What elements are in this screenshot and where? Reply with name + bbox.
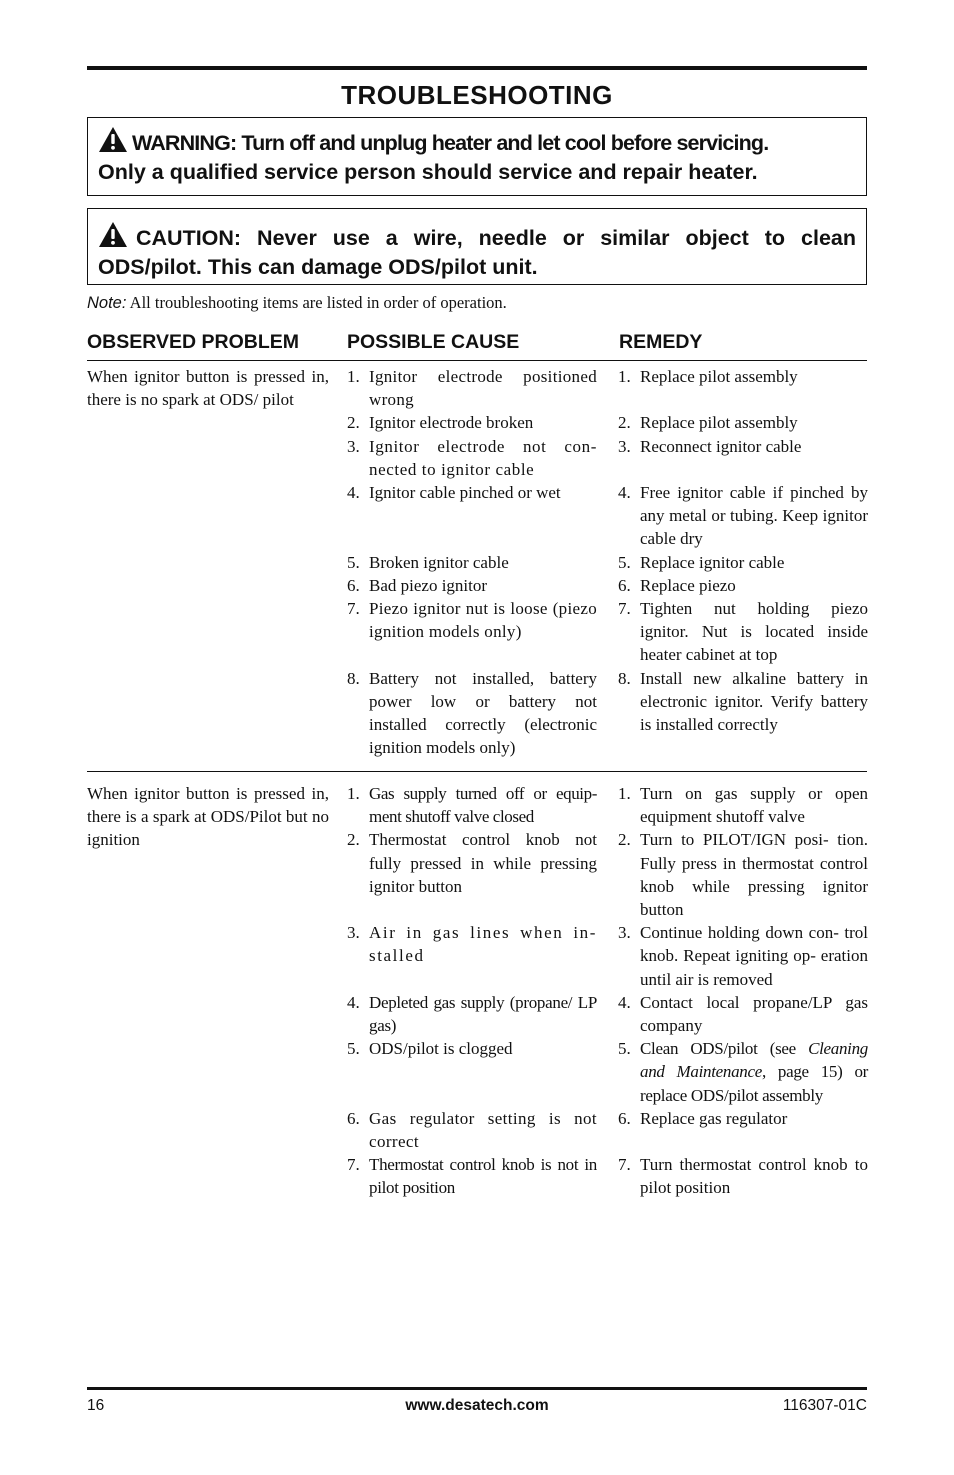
cause-item: 2. Ignitor electrode broken xyxy=(347,413,534,433)
cause-item: 1. Gas supply turned off or equip- ment shutoff valve closed xyxy=(347,784,597,827)
cause-item: 8. Battery not installed, battery power low or battery not installed correctly (electronic ignition models only) xyxy=(347,668,597,758)
cause-item: 6. Bad piezo ignitor xyxy=(347,575,488,595)
header-rule xyxy=(87,360,867,361)
remedy-item: 2. Turn to PILOT/IGN posi- tion. Fully press in thermostat control knob while pressing ignitor button xyxy=(618,830,868,919)
remedy-item: 3. Continue holding down con- trol knob. Repeat igniting op- eration until air is removed xyxy=(618,923,868,989)
remedy-item: 7. Turn thermostat control knob to pilot position xyxy=(618,1155,868,1198)
problem-1: When ignitor button is pressed in, there is no spark at ODS/ pilot xyxy=(87,367,329,410)
caution-triangle-icon xyxy=(98,221,128,254)
warning-triangle-icon xyxy=(98,126,128,159)
cause-item: 4. Depleted gas supply (propane/ LP gas) xyxy=(347,992,597,1035)
footer-rule xyxy=(87,1387,867,1390)
remedy-item: 8. Install new alkaline battery in electronic ignitor. Verify battery is installed correctly xyxy=(618,668,868,734)
cause-item: 2. Thermostat control knob not fully pressed in while pressing ignitor button xyxy=(347,830,597,896)
note xyxy=(87,293,507,313)
top-rule xyxy=(87,66,867,70)
warning-line-2: Only a qualified service person should service and repair heater. xyxy=(98,160,758,184)
header-remedy: REMEDY xyxy=(619,331,703,353)
cause-item: 1. Ignitor electrode positioned wrong xyxy=(347,367,597,410)
remedy-item: 4. Free ignitor cable if pinched by any metal or tubing. Keep ignitor cable dry xyxy=(618,483,868,549)
cause-item: 7. Thermostat control knob is not in pilot position xyxy=(347,1155,597,1198)
website-url[interactable]: www.desatech.com xyxy=(405,1397,549,1414)
cross-reference: Cleaning and Maintenance xyxy=(640,1039,868,1082)
remedy-item: 3. Reconnect ignitor cable xyxy=(618,436,802,456)
causes-2 xyxy=(347,782,597,1202)
header-observed-problem: OBSERVED PROBLEM xyxy=(87,331,300,353)
warning-line-1 xyxy=(98,126,856,159)
cause-item: 3. Ignitor electrode not con- nected to ignitor cable xyxy=(347,436,597,479)
page-title: TROUBLESHOOTING xyxy=(341,80,613,110)
remedy-item: 1. Replace pilot assembly xyxy=(618,367,798,386)
remedy-item: 5. Replace ignitor cable xyxy=(618,552,785,572)
cause-item: 5. Broken ignitor cable xyxy=(347,552,509,572)
cause-item: 3. Air in gas lines when in- stalled xyxy=(347,923,597,966)
note-text: All troubleshooting items are listed in order of operation. xyxy=(129,293,507,312)
remedy-item: 5. Clean ODS/pilot (see Cleaning and Maintenance, page 15) or replace ODS/pilot assembly xyxy=(618,1039,869,1105)
remedy-item: 1. Turn on gas supply or open equipment shutoff valve xyxy=(618,784,868,827)
note-label: Note: xyxy=(87,294,127,312)
warning-box xyxy=(87,117,867,196)
cause-item: 6. Gas regulator setting is not correct xyxy=(347,1108,597,1151)
cause-item: 7. Piezo ignitor nut is loose (piezo ignition models only) xyxy=(347,599,597,642)
caution-text: CAUTION: Never use a wire, needle or similar object to clean ODS/pilot. This can damage ODS/pilot unit. xyxy=(98,226,856,279)
problem-2: When ignitor button is pressed in, there is a spark at ODS/Pilot but no ignition xyxy=(87,784,329,850)
caution-box xyxy=(87,208,867,285)
cause-item: 5. ODS/pilot is clogged xyxy=(347,1039,513,1059)
header-possible-cause: POSSIBLE CAUSE xyxy=(347,331,520,353)
remedy-item: 6. Replace gas regulator xyxy=(618,1108,788,1128)
remedies-2 xyxy=(618,782,868,1202)
remedy-item: 6. Replace piezo xyxy=(618,575,736,595)
remedies-1 xyxy=(618,365,868,765)
remedy-item: 4. Contact local propane/LP gas company xyxy=(618,992,868,1035)
cause-item: 4. Ignitor cable pinched or wet xyxy=(347,483,561,502)
causes-1 xyxy=(347,365,597,765)
page-number: 16 xyxy=(87,1397,105,1414)
row-divider xyxy=(87,771,867,772)
remedy-item: 7. Tighten nut holding piezo ignitor. Nut is located inside heater cabinet at top xyxy=(618,599,868,665)
warning-text-1: WARNING: Turn off and unplug heater and let cool before servicing. xyxy=(132,131,769,155)
remedy-item: 2. Replace pilot assembly xyxy=(618,413,798,433)
document-number: 116307-01C xyxy=(782,1397,867,1414)
